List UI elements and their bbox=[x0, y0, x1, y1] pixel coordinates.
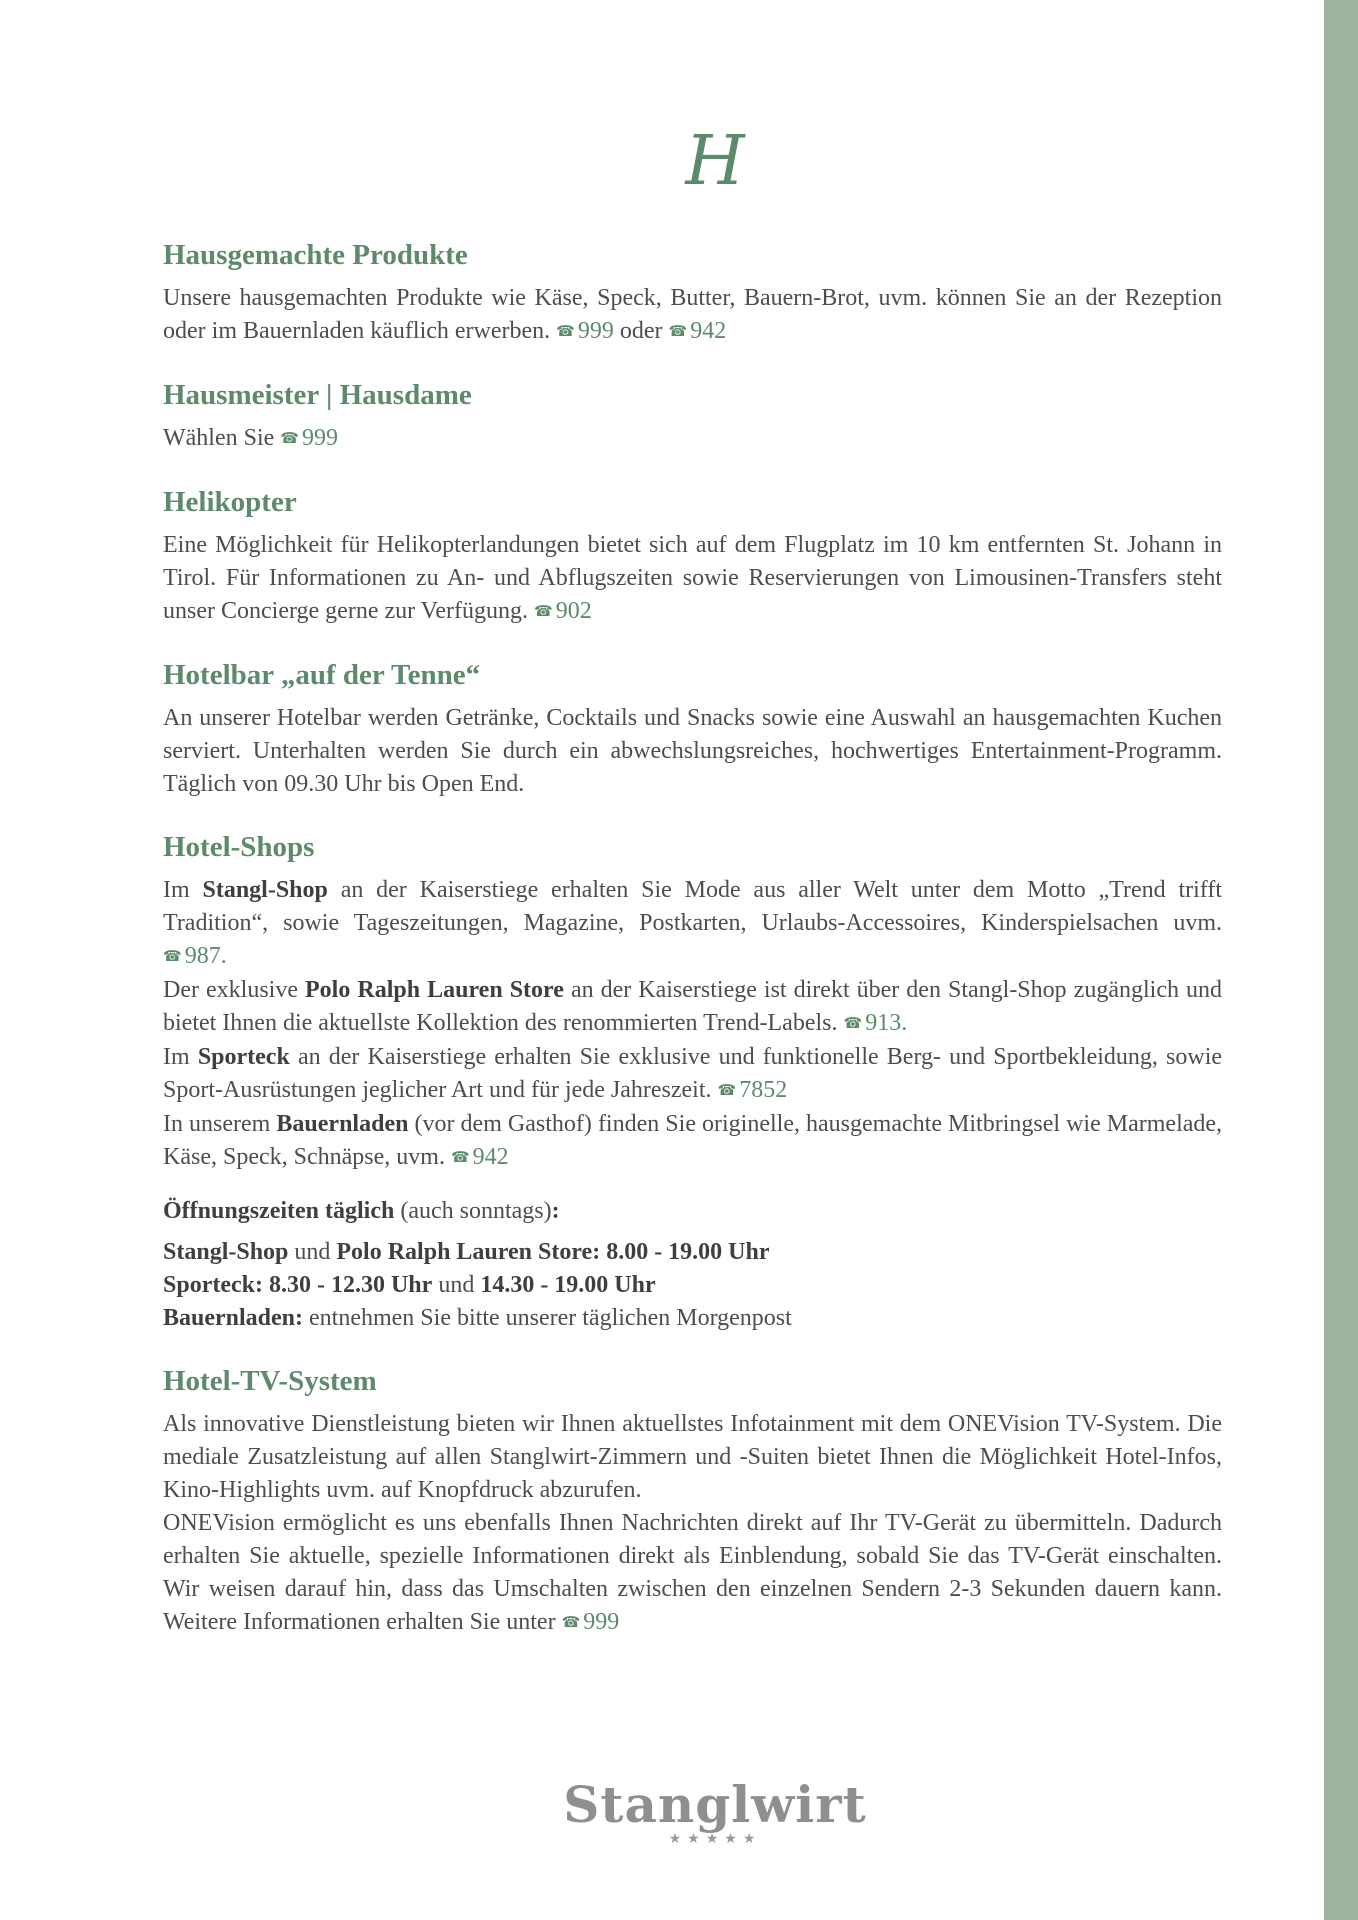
phone-icon: ☎ bbox=[450, 1150, 470, 1166]
section-helikopter bbox=[163, 483, 1222, 629]
side-color-bar bbox=[1324, 0, 1358, 1920]
hours-line-bauernladen bbox=[163, 1305, 792, 1331]
shop-polo bbox=[163, 974, 1222, 1041]
hours-heading-colon: : bbox=[551, 1198, 560, 1224]
shop-stangl bbox=[163, 874, 1222, 974]
phone-icon: ☎ bbox=[280, 431, 299, 447]
shop-name: Stangl-Shop bbox=[202, 877, 328, 903]
body-text: Im bbox=[163, 877, 190, 903]
phone-number[interactable] bbox=[451, 1144, 509, 1170]
opening-hours-heading bbox=[163, 1195, 1222, 1228]
shop-name: Polo Ralph Lauren Store bbox=[305, 977, 564, 1003]
phone-number[interactable] bbox=[534, 598, 592, 624]
phone-icon: ☎ bbox=[556, 324, 575, 340]
section-text bbox=[163, 422, 1222, 456]
section-title: Hotelbar „auf der Tenne“ bbox=[163, 659, 481, 691]
main-content bbox=[163, 236, 1222, 1667]
shop-name: Bauernladen bbox=[276, 1111, 409, 1137]
body-text: (vor dem Gasthof) finden Sie originelle, hausgemachte Mitbringsel wie Marmelade, Käse, Speck, Schnäpse, uvm. bbox=[163, 1111, 1223, 1170]
section-title: Hotel-Shops bbox=[163, 831, 315, 863]
body-text: ONEVision ermöglicht es uns ebenfalls Ihnen Nachrichten direkt auf Ihr TV-Gerät zu übermitteln. Dadurch erhalten Sie aktuelle, spezielle Informationen direkt als Einblendung, sobald Sie das TV-Gerät einschalten. Wir weisen darauf hin, dass das Umschalten zwischen den einzelnen Sendern 2-3 Sekunden dauern kann. Weitere Informationen erhalten Sie unter bbox=[163, 1510, 1222, 1635]
section-hotelbar bbox=[163, 656, 1222, 801]
hours-line-stangl-polo bbox=[163, 1239, 770, 1265]
phone-number[interactable] bbox=[669, 318, 727, 344]
phone-number[interactable] bbox=[718, 1077, 788, 1103]
phone-extension: 7852 bbox=[739, 1077, 788, 1103]
hours-connector: und bbox=[294, 1239, 331, 1265]
section-hotel-shops bbox=[163, 828, 1222, 1335]
phone-extension: 942 bbox=[690, 318, 727, 344]
phone-icon: ☎ bbox=[534, 604, 553, 620]
phone-number[interactable] bbox=[556, 318, 614, 344]
phone-extension: 999 bbox=[301, 425, 338, 451]
phone-extension: 942 bbox=[472, 1144, 509, 1170]
phone-number[interactable] bbox=[163, 943, 227, 969]
phone-number[interactable] bbox=[844, 1010, 908, 1036]
shop-sporteck bbox=[163, 1041, 1222, 1108]
body-text: In unserem bbox=[163, 1111, 271, 1137]
section-title: Hotel-TV-System bbox=[163, 1365, 377, 1397]
hours-shop: Bauernladen: bbox=[163, 1305, 304, 1331]
phone-number[interactable] bbox=[280, 425, 338, 451]
phone-icon: ☎ bbox=[843, 1016, 863, 1032]
shop-bauernladen bbox=[163, 1108, 1222, 1175]
hours-connector: und bbox=[438, 1272, 475, 1298]
body-text: an der Kaiserstiege ist direkt über den Stangl-Shop zugänglich und bietet Ihnen die aktuellste Kollektion des renommierten Trend-Labels. bbox=[163, 977, 1222, 1036]
opening-hours-list bbox=[163, 1236, 1222, 1335]
body-text: Im bbox=[163, 1044, 190, 1070]
body-text: Unsere hausgemachten Produkte wie Käse, Speck, Butter, Bauern-Brot, uvm. können Sie an der Rezeption oder im Bauernladen käuflich erwerben. bbox=[163, 285, 1222, 344]
hours-shop: Stangl-Shop bbox=[163, 1239, 289, 1265]
section-text bbox=[163, 282, 1222, 349]
hours-value: Polo Ralph Lauren Store: 8.00 - 19.00 Uhr bbox=[336, 1239, 770, 1265]
body-text: Eine Möglichkeit für Helikopterlandungen bietet sich auf dem Flugplatz im 10 km entfernten St. Johann in Tirol. Für Informationen zu An- und Abflugszeiten sowie Reservierungen von Limousinen-Transfers steht unser Concierge gerne zur Verfügung. bbox=[163, 532, 1222, 624]
phone-extension: 902 bbox=[555, 598, 592, 624]
section-text: An unserer Hotelbar werden Getränke, Cocktails und Snacks sowie eine Auswahl an hausgemachten Kuchen serviert. Unterhalten werden Sie durch ein abwechslungsreiches, hochwertiges Entertainment-Programm. Täglich von 09.30 Uhr bis Open End. bbox=[163, 705, 1222, 797]
section-text bbox=[163, 1507, 1222, 1640]
phone-icon: ☎ bbox=[561, 1615, 581, 1631]
phone-extension: 913. bbox=[865, 1010, 908, 1036]
hours-value: 14.30 - 19.00 Uhr bbox=[480, 1272, 656, 1298]
section-text: Als innovative Dienstleistung bieten wir Ihnen aktuellstes Infotainment mit dem ONEVision TV-System. Die mediale Zusatzleistung auf allen Stanglwirt-Zimmern und -Suiten bietet Ihnen die Möglichkeit Hotel-Infos, Kino-Highlights uvm. auf Knopfdruck abzurufen. bbox=[163, 1411, 1222, 1503]
five-star-rating: ★★★★★ bbox=[668, 1832, 762, 1847]
section-title: Helikopter bbox=[163, 486, 297, 518]
phone-extension: 999 bbox=[583, 1609, 620, 1635]
hours-value: Sporteck: 8.30 - 12.30 Uhr bbox=[163, 1272, 433, 1298]
shop-name: Sporteck bbox=[197, 1044, 290, 1070]
hours-heading-note: (auch sonntags) bbox=[400, 1198, 552, 1224]
body-text: an der Kaiserstiege erhalten Sie Mode aus aller Welt unter dem Motto „Trend trifft Tradition“, sowie Tageszeitungen, Magazine, Postkarten, Urlaubs-Accessoires, Kinderspielsachen uvm. bbox=[163, 877, 1222, 936]
phone-extension: 987. bbox=[184, 943, 227, 969]
body-text: Der exklusive bbox=[163, 977, 298, 1003]
connector-text: oder bbox=[619, 318, 663, 344]
section-text bbox=[163, 529, 1222, 629]
body-text: Wählen Sie bbox=[163, 425, 275, 451]
stanglwirt-logo: Stanglwirt bbox=[563, 1775, 867, 1834]
hours-value: entnehmen Sie bitte unserer täglichen Morgenpost bbox=[309, 1305, 792, 1331]
hours-heading-bold: Öffnungszeiten täglich bbox=[163, 1198, 395, 1224]
section-hausmeister bbox=[163, 376, 1222, 456]
section-hausgemachte-produkte bbox=[163, 236, 1222, 349]
phone-extension: 999 bbox=[577, 318, 614, 344]
section-title: Hausgemachte Produkte bbox=[163, 239, 468, 271]
page-initial-letter: H bbox=[685, 122, 745, 201]
phone-icon: ☎ bbox=[717, 1083, 737, 1099]
phone-icon: ☎ bbox=[163, 949, 182, 965]
section-hotel-tv bbox=[163, 1362, 1222, 1640]
body-text: an der Kaiserstiege erhalten Sie exklusive und funktionelle Berg- und Sportbekleidung, sowie Sport-Ausrüstungen jeglicher Art und für jede Jahreszeit. bbox=[163, 1044, 1223, 1103]
hours-line-sporteck bbox=[163, 1272, 656, 1298]
phone-number[interactable] bbox=[562, 1609, 620, 1635]
phone-icon: ☎ bbox=[668, 324, 688, 340]
section-title: Hausmeister | Hausdame bbox=[163, 379, 472, 411]
